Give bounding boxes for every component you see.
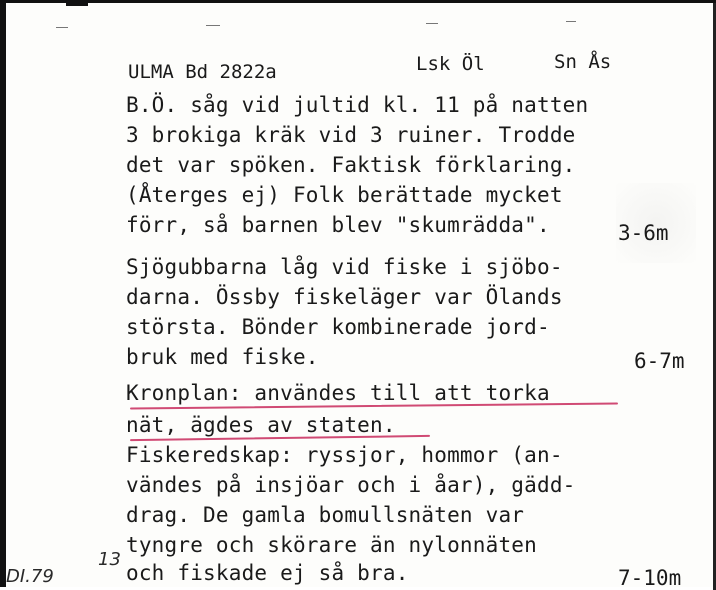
text-line: vändes på insjöar och i åar), gädd- [126, 473, 576, 497]
text-line: B.Ö. såg vid jultid kl. 11 på natten [126, 93, 589, 117]
text-line: förr, så barnen blev "skumrädda". [126, 213, 550, 237]
text-line: Sjögubbarna låg vid fiske i sjöbo- [126, 255, 563, 279]
text-line: och fiskade ej så bra. [126, 561, 409, 585]
faint-dash [426, 23, 438, 24]
text-line: (Återges ej) Folk berättade mycket [126, 183, 563, 207]
faint-dash [206, 25, 220, 26]
time-marker: 6-7m [634, 349, 685, 373]
handwritten-page-number: 13 [98, 549, 121, 570]
text-line: nät, ägdes av staten. [126, 413, 396, 437]
text-line: bruk med fiske. [126, 345, 319, 369]
text-line: drag. De gamla bomullsnäten var [126, 503, 525, 527]
handwritten-signum: DI.79 [6, 566, 54, 587]
top-edge-mark [66, 0, 88, 6]
time-marker: 7-10m [618, 566, 682, 590]
faint-dash [566, 21, 576, 22]
time-marker: 3-6m [618, 221, 669, 245]
socken-code: Sn Ås [554, 51, 612, 73]
faint-dash [56, 27, 68, 28]
text-line: Fiskeredskap: ryssjor, hommor (an- [126, 443, 563, 467]
text-line: största. Bönder kombinerade jord- [126, 315, 550, 339]
text-line: tyngre och skörare än nylonnäten [126, 533, 537, 557]
text-line: 3 brokiga kräk vid 3 ruiner. Trodde [126, 123, 576, 147]
text-line: darna. Össby fiskeläger var Ölands [126, 285, 563, 309]
landskap-code: Lsk Öl [416, 53, 485, 75]
text-line: det var spöken. Faktisk förklaring. [126, 153, 576, 177]
archive-reference: ULMA Bd 2822a [128, 61, 277, 83]
text-line: Kronplan: användes till att torka [126, 381, 550, 405]
